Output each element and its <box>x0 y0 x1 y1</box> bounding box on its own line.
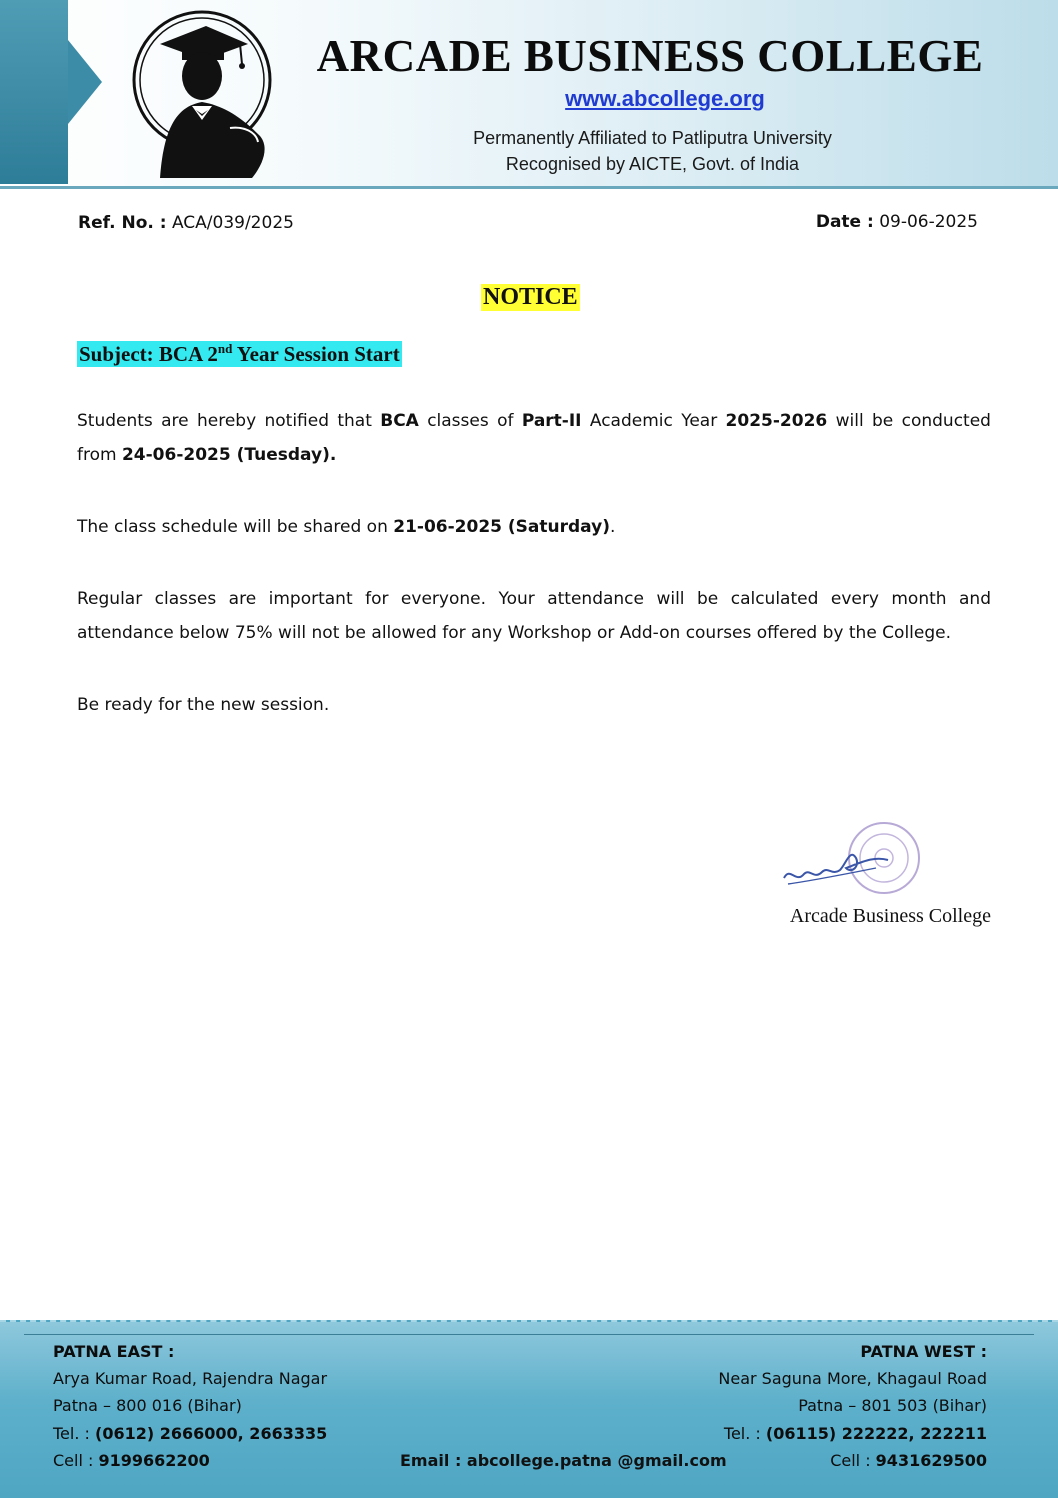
west-address-city: Patna – 801 503 (Bihar) <box>798 1396 987 1415</box>
subject-suffix: Year Session Start <box>232 342 400 366</box>
tel-label: Tel. : <box>723 1424 766 1443</box>
tel-label: Tel. : <box>53 1424 95 1443</box>
notice-date <box>816 212 978 232</box>
text: . <box>609 517 616 537</box>
letterhead-header <box>0 0 1058 189</box>
west-cell <box>830 1451 987 1470</box>
signatory-name: Arcade Business College <box>789 905 991 927</box>
east-address-line: Arya Kumar Road, Rajendra Nagar <box>53 1369 328 1388</box>
subject-prefix: Subject: BCA 2 <box>79 342 218 366</box>
text: classes of <box>418 411 522 431</box>
header-arrow-shape <box>68 40 102 124</box>
website-link[interactable]: www.abcollege.org <box>565 86 765 111</box>
paragraph-closing: Be ready for the new session. <box>77 695 330 715</box>
footer-divider <box>24 1334 1034 1335</box>
recognition-line: Recognised by AICTE, Govt. of India <box>505 154 800 174</box>
east-address-city: Patna – 800 016 (Bihar) <box>53 1396 242 1415</box>
tel-number: (0612) 2666000, 2663335 <box>95 1424 328 1443</box>
date-value: 09-06-2025 <box>879 212 978 232</box>
date-label: Date : <box>815 212 874 232</box>
east-telephone <box>53 1424 327 1443</box>
ref-label: Ref. No. : <box>78 213 167 233</box>
header-stripe <box>0 0 68 184</box>
west-address-line: Near Saguna More, Khagaul Road <box>718 1369 987 1388</box>
cell-number: 9199662200 <box>98 1451 210 1470</box>
academic-year: 2025-2026 <box>725 411 828 431</box>
paragraph-session-start <box>77 404 991 472</box>
text: will be conducted from <box>77 411 991 465</box>
graduate-logo-icon <box>120 2 280 180</box>
email-address[interactable]: Email : abcollege.patna @gmail.com <box>400 1451 727 1470</box>
east-branch-title: PATNA EAST : <box>53 1342 175 1361</box>
subject-ordinal: nd <box>217 341 233 356</box>
paragraph-attendance: Regular classes are important for everyone. Your attendance will be calculated every month and attendance below 75% will not be allowed for any Workshop or Add-on courses offered by the College. <box>77 589 991 643</box>
text: Students are hereby notified that <box>77 411 381 431</box>
cell-number: 9431629500 <box>875 1451 987 1470</box>
course-name: BCA <box>380 411 419 431</box>
cell-label: Cell : <box>53 1451 99 1470</box>
east-cell <box>53 1451 210 1470</box>
start-date: 24-06-2025 (Tuesday). <box>121 445 337 465</box>
text: Academic Year <box>581 411 726 431</box>
notice-subject <box>77 341 402 367</box>
affiliation-line: Permanently Affiliated to Patliputra University <box>473 128 832 148</box>
ref-value: ACA/039/2025 <box>171 213 294 233</box>
reference-number <box>78 213 294 233</box>
paragraph-schedule <box>77 510 991 544</box>
college-name: ARCADE BUSINESS COLLEGE <box>316 31 984 81</box>
signature-seal-icon <box>776 818 936 898</box>
cell-label: Cell : <box>830 1451 876 1470</box>
notice-title: NOTICE <box>483 284 578 310</box>
text: The class schedule will be shared on <box>77 517 394 537</box>
letterhead-footer <box>0 1320 1058 1498</box>
west-telephone <box>724 1424 987 1443</box>
tel-number: (06115) 222222, 222211 <box>765 1424 987 1443</box>
schedule-date: 21-06-2025 (Saturday) <box>393 517 610 537</box>
part-name: Part-II <box>521 411 582 431</box>
west-branch-title: PATNA WEST : <box>860 1342 987 1361</box>
